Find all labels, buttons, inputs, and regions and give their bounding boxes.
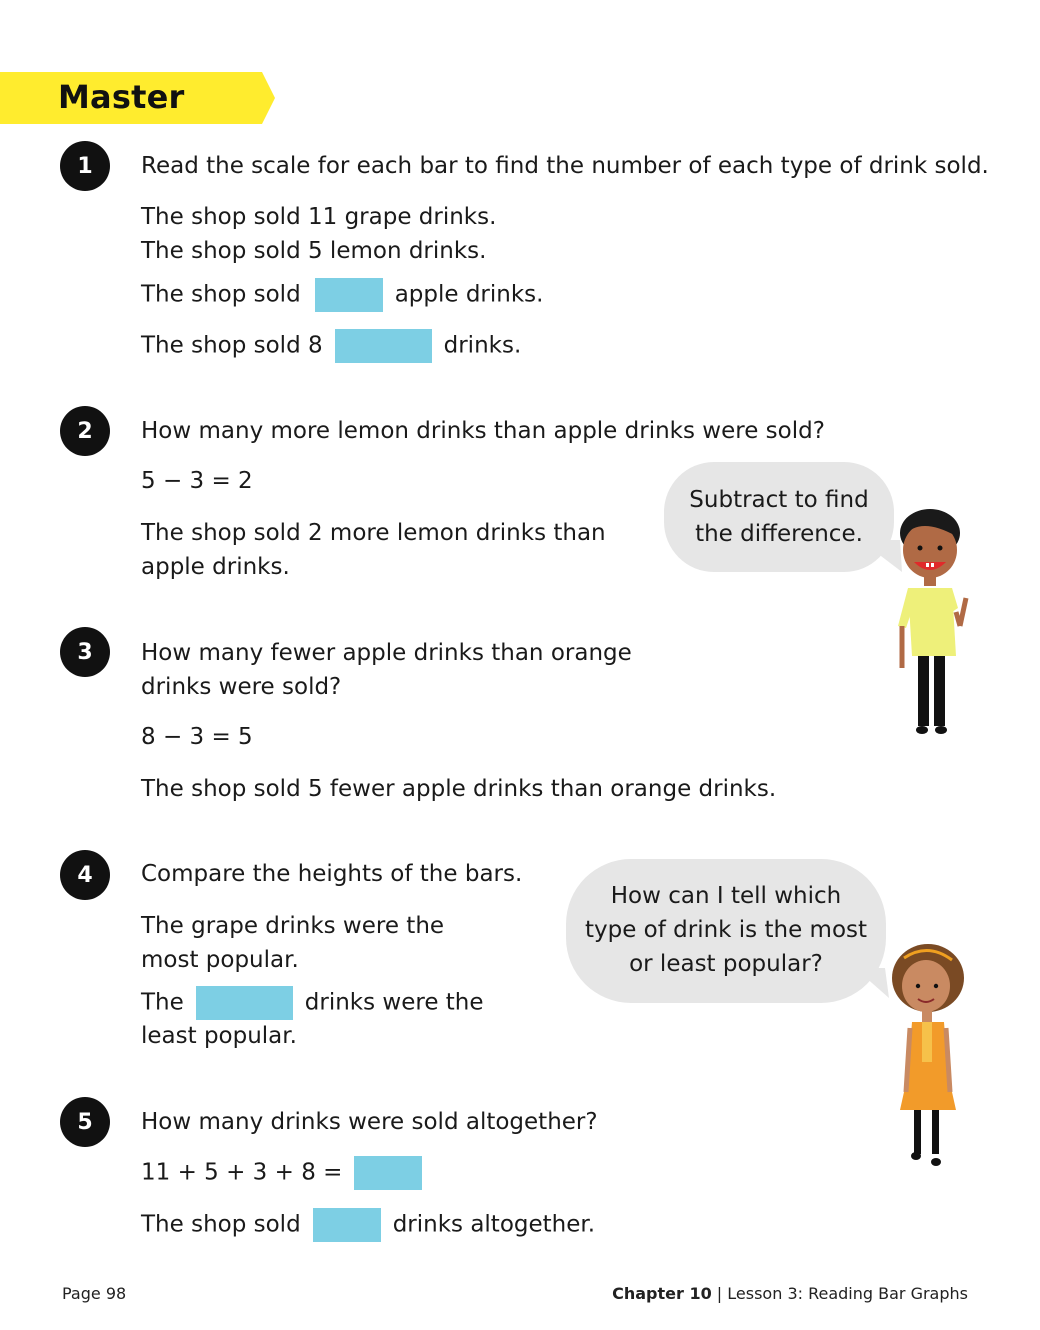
footer-lesson: Lesson 3: Reading Bar Graphs — [727, 1284, 968, 1303]
q3-equation: 8 − 3 = 5 — [141, 724, 253, 750]
q5-equation-line — [141, 1155, 422, 1190]
answer-box-total[interactable] — [354, 1156, 422, 1190]
question-number-2: 2 — [60, 406, 110, 456]
question-number-1: 1 — [60, 141, 110, 191]
q1-eight-before: The shop sold 8 — [141, 332, 323, 359]
question-number-5: 5 — [60, 1097, 110, 1147]
q1-line-apple — [141, 277, 543, 312]
speech-bubble-1 — [664, 462, 894, 572]
q1-line-eight — [141, 328, 521, 363]
section-title: Master — [58, 78, 185, 116]
q4-prompt: Compare the heights of the bars. — [141, 861, 523, 887]
question-number-4: 4 — [60, 850, 110, 900]
bubble-2-line2: type of drink is the most — [584, 917, 868, 943]
q3-prompt-line2: drinks were sold? — [141, 674, 342, 700]
q5-answer-line — [141, 1207, 595, 1242]
bubble-1-line1: Subtract to find — [689, 487, 869, 513]
section-banner — [0, 72, 275, 124]
footer-chapter: Chapter 10 — [612, 1284, 712, 1303]
question-number-3: 3 — [60, 627, 110, 677]
page-number: Page 98 — [62, 1284, 127, 1303]
girl-illustration — [886, 942, 976, 1172]
bubble-2-line1: How can I tell which — [610, 883, 842, 909]
q4-line4: least popular. — [141, 1023, 297, 1049]
q4-line1: The grape drinks were the — [141, 913, 445, 939]
q2-answer-line2: apple drinks. — [141, 554, 290, 580]
q4-line3-before: The — [141, 989, 184, 1016]
answer-box-apple-count[interactable] — [315, 278, 383, 312]
bubble-1-line2: the difference. — [695, 521, 863, 547]
q4-line2: most popular. — [141, 947, 299, 973]
q2-equation: 5 − 3 = 2 — [141, 468, 253, 494]
answer-box-drink-type[interactable] — [335, 329, 432, 363]
q5-answer-before: The shop sold — [141, 1211, 301, 1238]
q5-equation: 11 + 5 + 3 + 8 = — [141, 1159, 343, 1186]
footer-separator: | — [716, 1284, 723, 1303]
q5-prompt: How many drinks were sold altogether? — [141, 1109, 598, 1135]
q1-apple-after: apple drinks. — [394, 281, 544, 308]
q2-prompt: How many more lemon drinks than apple drinks were sold? — [141, 418, 825, 444]
q4-line3 — [141, 985, 484, 1020]
speech-bubble-2 — [566, 859, 886, 1003]
answer-box-least-popular[interactable] — [196, 986, 293, 1020]
q2-answer-line1: The shop sold 2 more lemon drinks than — [141, 520, 606, 546]
q1-prompt: Read the scale for each bar to find the number of each type of drink sold. — [141, 153, 989, 179]
boy-illustration — [890, 508, 980, 748]
q1-eight-after: drinks. — [443, 332, 522, 359]
q5-answer-after: drinks altogether. — [392, 1211, 596, 1238]
answer-box-total-sold[interactable] — [313, 1208, 381, 1242]
q1-line-grape: The shop sold 11 grape drinks. — [141, 204, 497, 230]
footer-chapter-info — [612, 1284, 968, 1303]
q3-answer: The shop sold 5 fewer apple drinks than orange drinks. — [141, 776, 777, 802]
q1-line-lemon: The shop sold 5 lemon drinks. — [141, 238, 487, 264]
bubble-2-line3: or least popular? — [629, 951, 823, 977]
q1-apple-before: The shop sold — [141, 281, 301, 308]
q3-prompt-line1: How many fewer apple drinks than orange — [141, 640, 632, 666]
q4-line3-after: drinks were the — [304, 989, 484, 1016]
